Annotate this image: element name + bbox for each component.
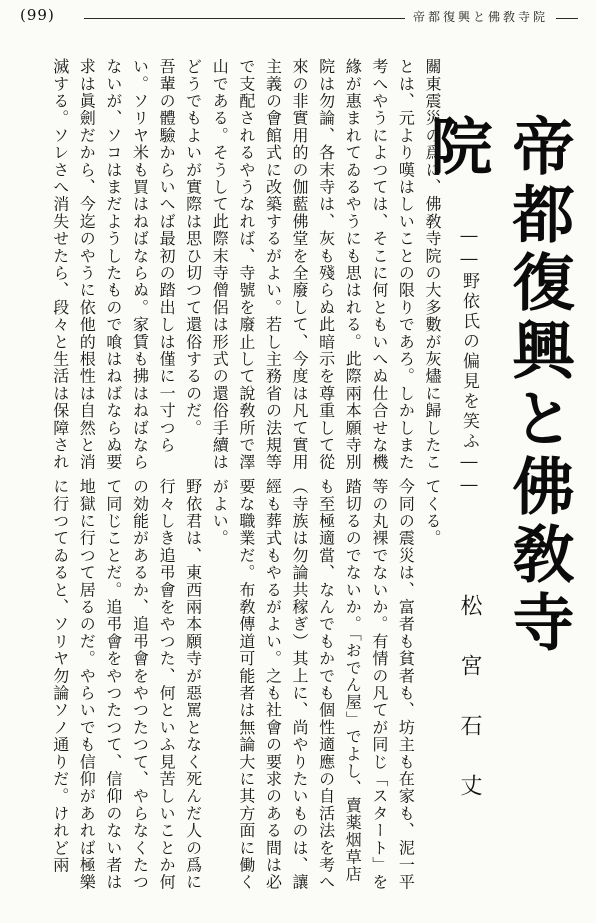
body-lower-block — [20, 478, 445, 892]
running-head: 帝都復興と佛敎寺院 — [405, 8, 556, 25]
body-paragraph: 關東震災の爲に、佛敎寺院の大多數が灰燼に歸したことは、元より嘆はしいことの限りであろ。しかしまた考へやうによつては、そこに何ともいへぬ仕合せな機緣が惠まれてゐるやうにも思はれる。此際兩本願寺別院は勿論、各末寺は、灰も殘らぬ此暗示を尊重して從來の非實用的の伽藍佛堂を全廢して、今度は凡て實用主義の會館式に改築するがよい。若し主務省の法規等で支配されるやうなれば、寺號を廢止して說敎所で澤山である。そうして此際末寺僧侶は形式の還俗手續はどうでもよいが實際は思ひ切つて還俗するのだ。 — [183, 58, 442, 471]
article-subtitle: ――野依氏の偏見を笑ふ―― — [459, 226, 479, 498]
article-author: 松宮石丈 — [457, 594, 482, 834]
body-paragraph: てくる。 — [423, 478, 442, 547]
page-number: (99) — [20, 6, 61, 24]
body-paragraph: 野依君は、東西兩本願寺が惡罵となく死んだ人の爲に行々しき追弔會をやつた、何といふ見苦しいことか何の効能があるか、追弔會をやつたつて、やらなくたつて同じことだ。追弔會をやつたつて、信仰のない者は地獄に行つて居るのだ。やらいでも信仰があれば極樂に行つてゐると、ソリヤ勿論ソノ通りだ。けれど兩 — [50, 478, 203, 891]
body-paragraph: 今同の震災は、富者も貧者も、坊主も在家も、泥一平等の丸裸でないか。有情の凡てが同じ「スタート」を踏切るのでないか。「おでん屋」でよし、賣薬烟草店も至極適當、なんでもかでも個性適應の自活法を考へ（寺族は勿論共稼ぎ）其上に、尚やりたいものは、讓經も葬式もやるがよい。之も社會の要求のある間は必要な職業だ。布敎傳道可能者は無論大に其方面に働くがよい。 — [210, 478, 416, 891]
article-title: 帝都復興と佛敎寺院 — [420, 114, 575, 658]
body-upper-block — [20, 58, 445, 472]
body-paragraph: 吾輩の體驗からいへば最初の踏出しは僅に一寸つらい。ソリヤ米も買はねばならぬ。家賃も拂はねばならないが、ソコはまだようしたもので喰はねばならぬ要求は眞劍だから、今迄のやうに依他的根性は自然と消滅する。ソレさへ消失せたら、段々と生活は保障され — [50, 58, 177, 471]
